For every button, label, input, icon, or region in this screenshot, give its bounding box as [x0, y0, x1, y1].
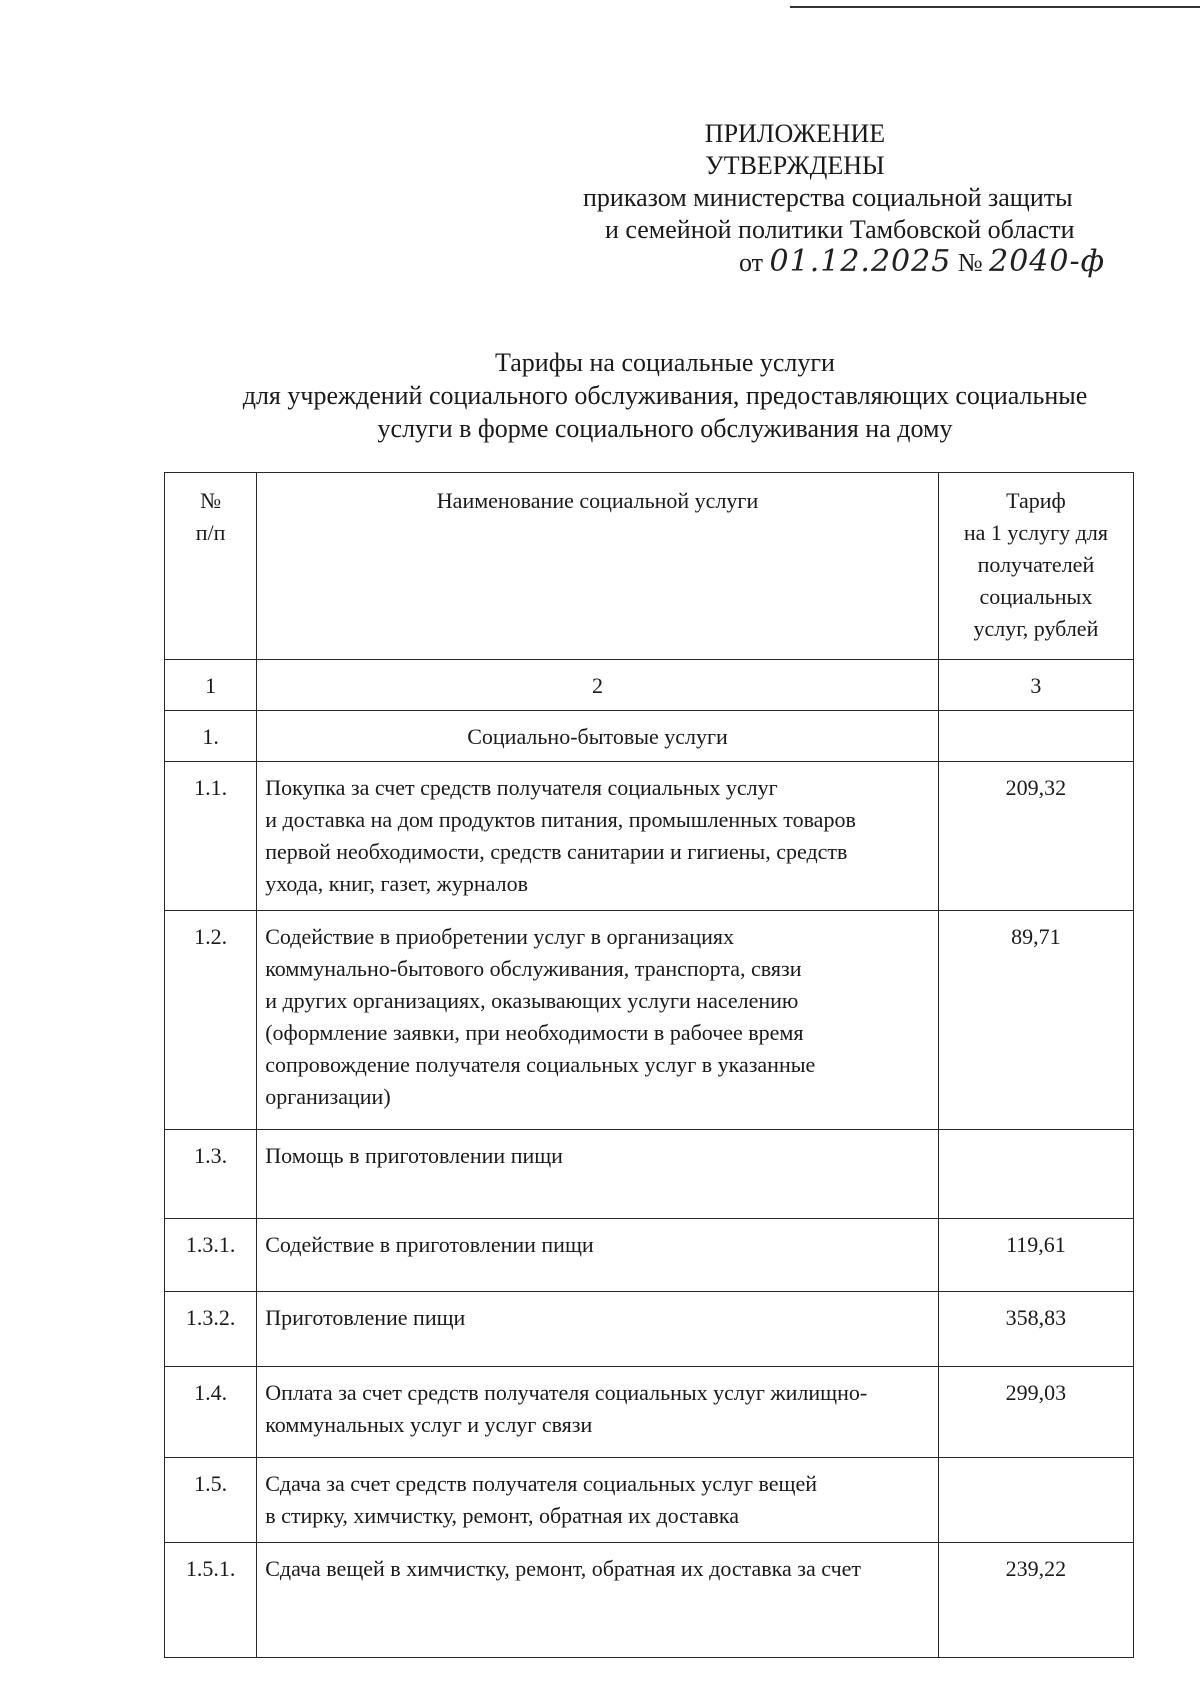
- row-tariff: 209,32: [938, 762, 1133, 911]
- row-tariff: [938, 1130, 1133, 1219]
- row-num: 1.4.: [165, 1367, 257, 1458]
- row-num: 1.3.1.: [165, 1219, 257, 1292]
- column-index-2: 2: [257, 660, 939, 711]
- table-row: [165, 1130, 1134, 1219]
- date-prefix: от: [739, 248, 764, 277]
- row-name: Содействие в приготовлении пищи: [257, 1219, 939, 1292]
- table-row: [165, 1543, 1134, 1658]
- handwritten-number: 2040-ф: [989, 244, 1106, 279]
- header-tariff: [938, 473, 1133, 660]
- order-line-1: приказом министерства социальной защиты: [583, 183, 1073, 212]
- column-index-1: 1: [165, 660, 257, 711]
- table-row: [165, 1367, 1134, 1458]
- table-row: [165, 1219, 1134, 1292]
- row-tariff: [938, 711, 1133, 762]
- row-num: 1.5.: [165, 1458, 257, 1543]
- handwritten-date: 01.12.2025: [769, 244, 952, 279]
- order-date-line: [739, 246, 1160, 279]
- row-num: 1.3.: [165, 1130, 257, 1219]
- row-name: Сдача за счет средств получателя социальных услуг вещей в стирку, химчистку, ремонт, обратная их доставка: [257, 1458, 939, 1543]
- row-name: Сдача вещей в химчистку, ремонт, обратная их доставка за счет: [257, 1543, 939, 1658]
- title-line-1: Тарифы на социальные услуги: [495, 348, 835, 377]
- row-tariff: 239,22: [938, 1543, 1133, 1658]
- header-name: [257, 473, 939, 660]
- header-tariff-text: Тариф на 1 услугу для получателей социальных услуг, рублей: [963, 488, 1108, 641]
- header-num: [165, 473, 257, 660]
- row-num: 1.2.: [165, 911, 257, 1130]
- row-tariff: 89,71: [938, 911, 1133, 1130]
- table-row: [165, 762, 1134, 911]
- row-name: Социально-бытовые услуги: [257, 711, 939, 762]
- appendix-label: ПРИЛОЖЕНИЕ: [704, 119, 886, 148]
- row-num: 1.3.2.: [165, 1292, 257, 1367]
- header-num-text: № п/п: [195, 488, 226, 545]
- header-name-text: Наименование социальной услуги: [436, 488, 759, 513]
- scan-edge-line: [790, 6, 1200, 8]
- row-name: Помощь в приготовлении пищи: [257, 1130, 939, 1219]
- document-title: [160, 346, 1170, 445]
- row-tariff: 119,61: [938, 1219, 1133, 1292]
- row-name: Приготовление пищи: [257, 1292, 939, 1367]
- row-tariff: 358,83: [938, 1292, 1133, 1367]
- row-num: 1.5.1.: [165, 1543, 257, 1658]
- column-index-3: 3: [938, 660, 1133, 711]
- row-tariff: 299,03: [938, 1367, 1133, 1458]
- table-header-row: [165, 473, 1134, 660]
- order-line-2: и семейной политики Тамбовской области: [605, 215, 1075, 244]
- number-sign: №: [957, 248, 983, 277]
- title-line-3: услуги в форме социального обслуживания на дому: [377, 414, 953, 443]
- row-tariff: [938, 1458, 1133, 1543]
- row-name: Содействие в приобретении услуг в организациях коммунально-бытового обслуживания, транспорта, связи и других организациях, оказывающих услуги населению (оформление заявки, при необходимости в рабочее время сопровождение получателя социальных услуг в указанные организации): [257, 911, 939, 1130]
- table-row: [165, 1292, 1134, 1367]
- approved-label: УТВЕРЖДЕНЫ: [705, 151, 885, 180]
- row-name: Оплата за счет средств получателя социальных услуг жилищно- коммунальных услуг и услуг связи: [257, 1367, 939, 1458]
- table-row: [165, 1458, 1134, 1543]
- table-row: [165, 711, 1134, 762]
- row-name: Покупка за счет средств получателя социальных услуг и доставка на дом продуктов питания, промышленных товаров первой необходимости, средств санитарии и гигиены, средств ухода, книг, газет, журналов: [257, 762, 939, 911]
- table-row: [165, 911, 1134, 1130]
- tariffs-table: [164, 472, 1134, 1658]
- row-num: 1.: [165, 711, 257, 762]
- title-line-2: для учреждений социального обслуживания, предоставляющих социальные: [242, 381, 1088, 410]
- row-num: 1.1.: [165, 762, 257, 911]
- column-index-row: [165, 660, 1134, 711]
- approval-header: [560, 118, 1160, 279]
